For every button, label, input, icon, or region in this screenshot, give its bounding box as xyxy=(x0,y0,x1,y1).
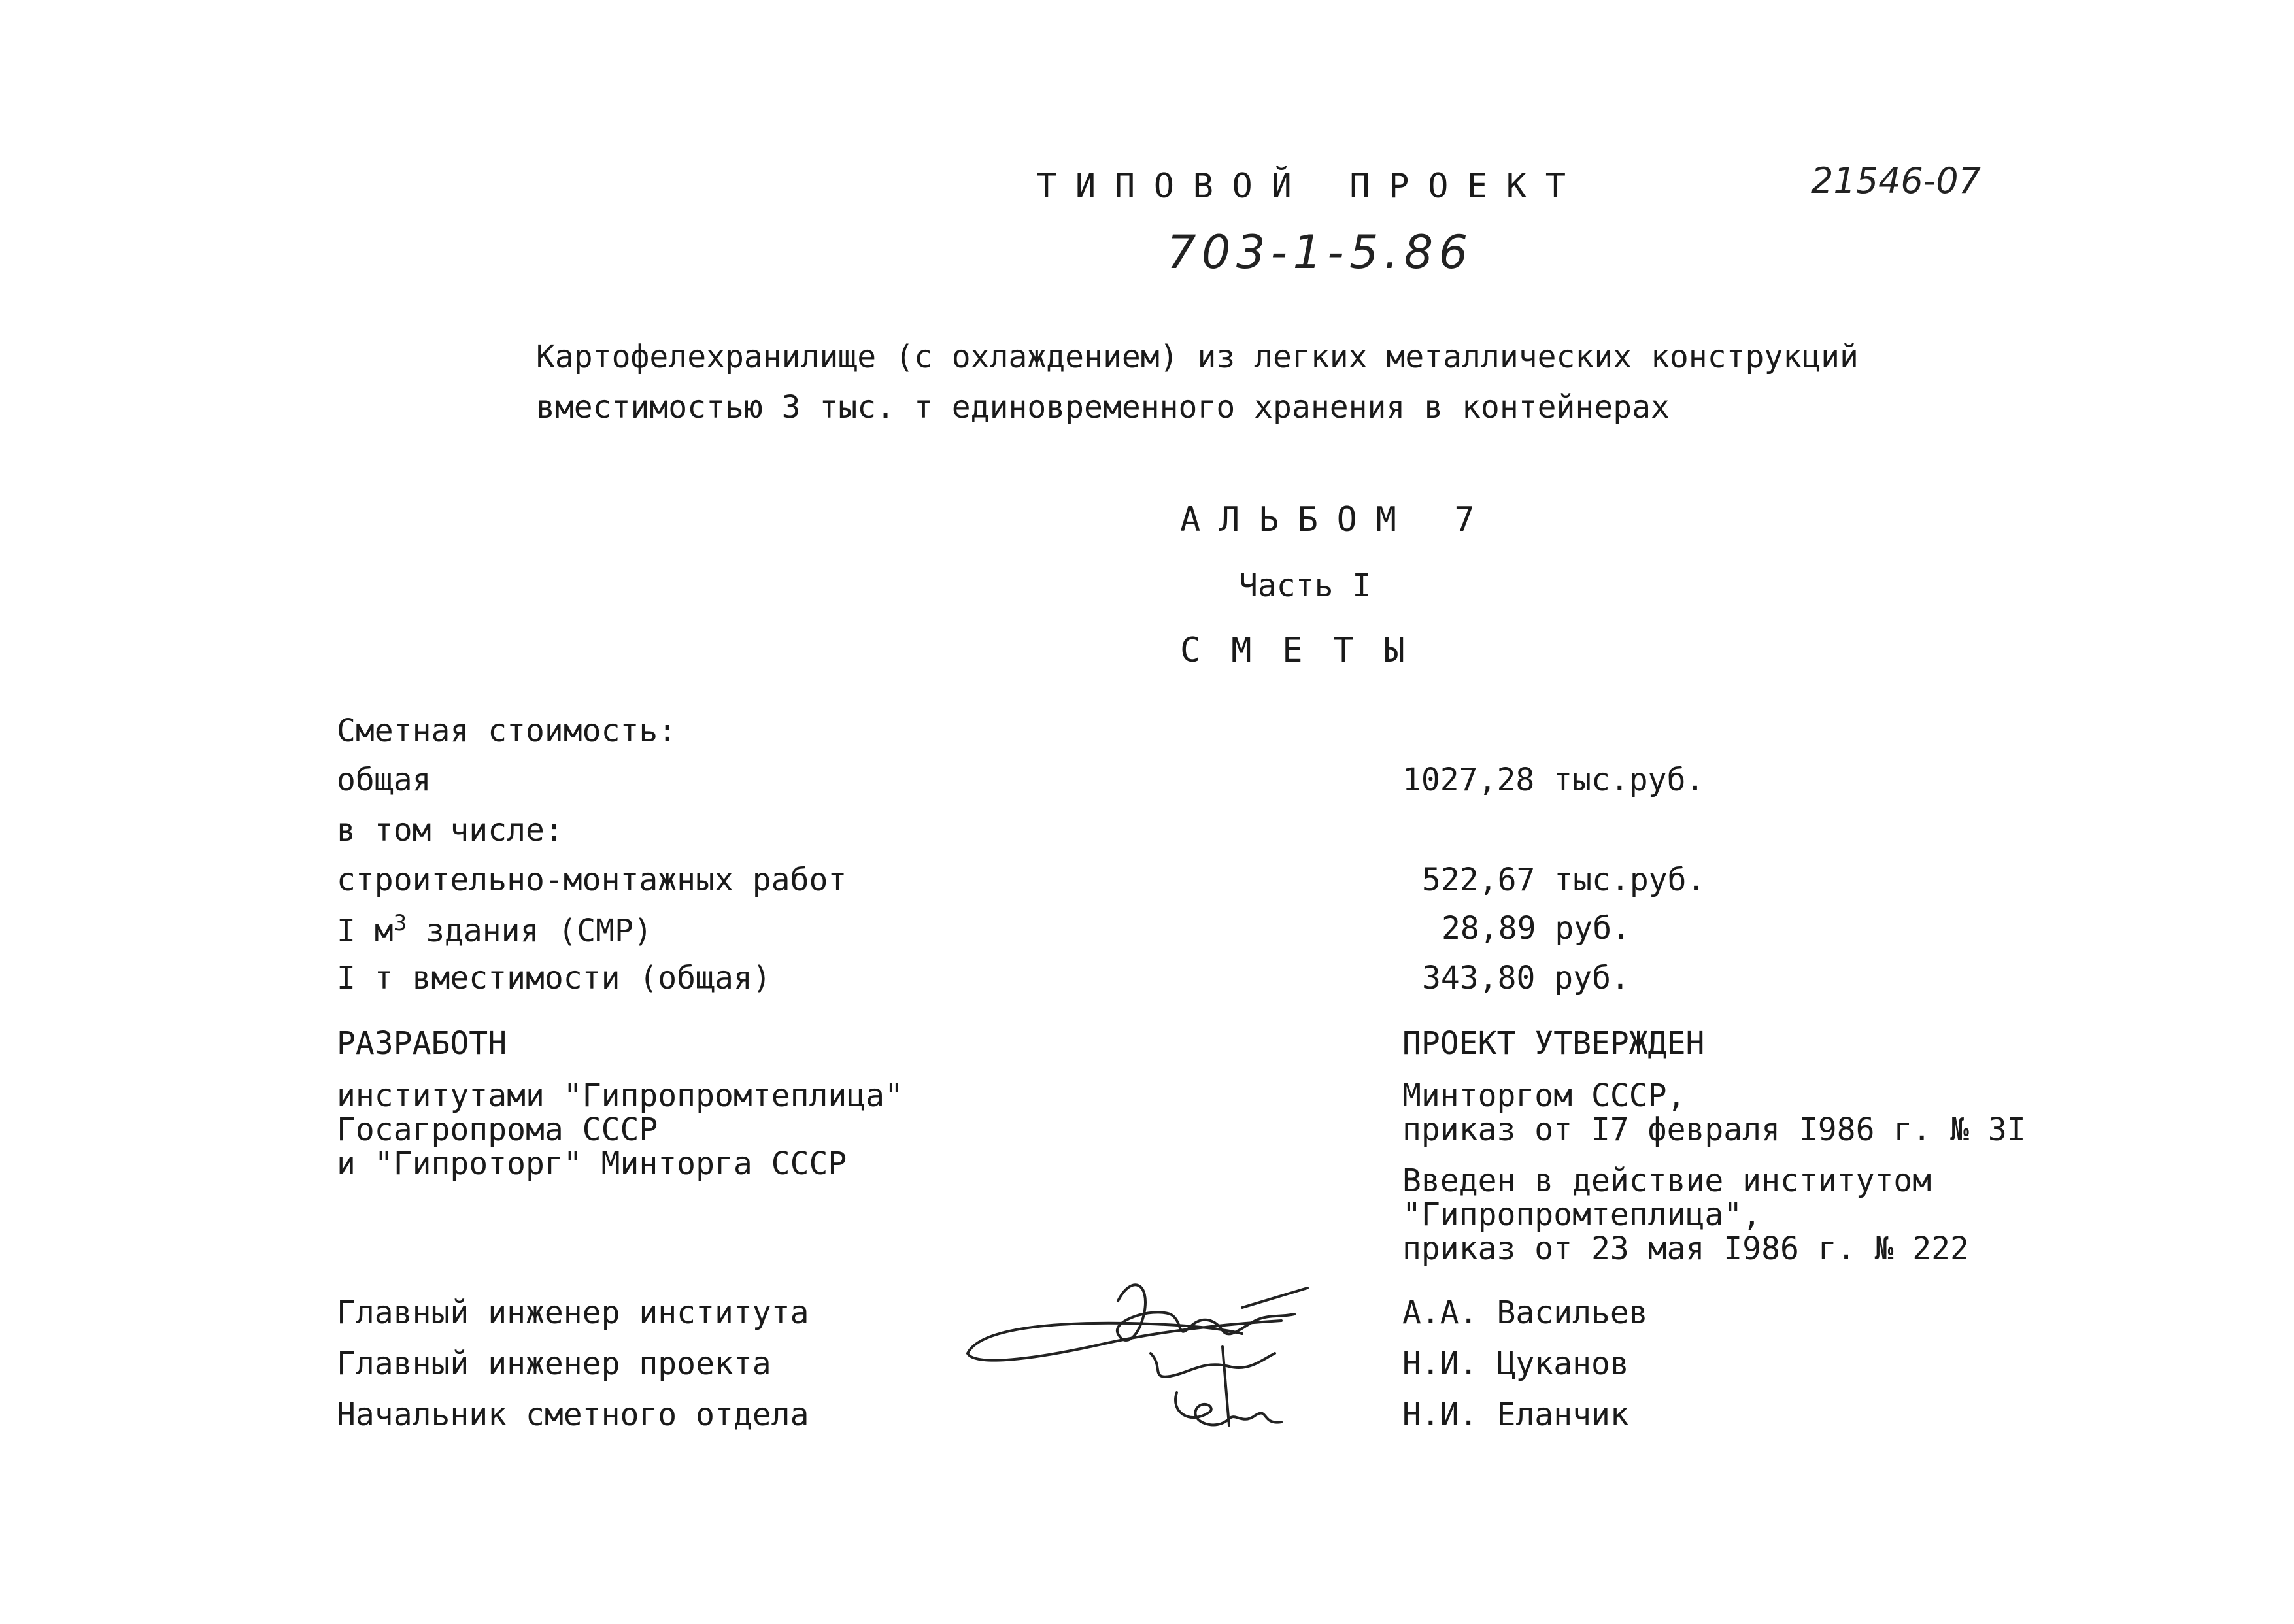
approved-line-5: приказ от 23 мая I986 г. № 222 xyxy=(1402,1230,1969,1267)
signatory-name-3: Н.И. Еланчик xyxy=(1402,1396,1629,1433)
cost-label-per-ton: I т вместимости (общая) xyxy=(337,960,771,996)
document-title: ТИПОВОЙ ПРОЕКТ xyxy=(1036,167,1585,206)
approved-heading: ПРОЕКТ УТВЕРЖДЕН xyxy=(1402,1025,1705,1062)
developed-line-3: и "Гипроторг" Минторга СССР xyxy=(337,1145,847,1182)
signatory-name-1: А.А. Васильев xyxy=(1402,1294,1648,1331)
section-title: СМЕТЫ xyxy=(1180,631,1436,670)
cost-label-including: в том числе: xyxy=(337,812,564,849)
handwritten-signatures xyxy=(954,1262,1412,1458)
cost-label-per-m3-superscript: 3 xyxy=(393,910,407,936)
cost-label-construction: строительно-монтажных работ xyxy=(337,862,847,898)
developed-line-2: Госагропрома СССР xyxy=(337,1111,658,1148)
cost-value-per-ton: 343,80 руб. xyxy=(1422,960,1630,996)
developed-line-1: институтами "Гипропромтеплица" xyxy=(337,1077,903,1114)
cost-label-total: общая xyxy=(337,762,431,798)
signatory-role-2: Главный инженер проекта xyxy=(337,1345,771,1382)
signatory-role-3: Начальник сметного отдела xyxy=(337,1396,809,1433)
approved-line-1: Минторгом СССР, xyxy=(1402,1077,1686,1114)
approved-line-2: приказ от I7 февраля I986 г. № 3I xyxy=(1402,1111,2026,1148)
cost-label-per-m3 xyxy=(337,910,652,949)
album-part: Часть I xyxy=(1239,567,1372,604)
developed-heading: РАЗРАБОТН xyxy=(337,1025,507,1062)
cost-value-construction: 522,67 тыс.руб. xyxy=(1422,862,1706,898)
cost-label-per-m3-suffix: здания (СМР) xyxy=(407,913,652,949)
signatory-name-2: Н.И. Цуканов xyxy=(1402,1345,1629,1382)
approved-line-4: "Гипропромтеплица", xyxy=(1402,1196,1762,1233)
cost-label-per-m3-prefix: I м xyxy=(337,913,394,949)
cost-value-per-m3: 28,89 руб. xyxy=(1442,910,1630,947)
inventory-number: 21546-07 xyxy=(1811,160,1981,201)
album-title: АЛЬБОМ 7 xyxy=(1180,500,1494,539)
project-number: 703-1-5.86 xyxy=(1167,226,1474,279)
description-line-1: Картофелехранилище (с охлаждением) из легких металлических конструкций xyxy=(536,339,1859,375)
approved-line-3: Введен в действие институтом xyxy=(1402,1162,1932,1199)
cost-value-total: 1027,28 тыс.руб. xyxy=(1402,762,1705,798)
description-line-2: вместимостью 3 тыс. т единовременного хранения в контейнерах xyxy=(536,389,1670,426)
signatory-role-1: Главный инженер института xyxy=(337,1294,809,1331)
cost-heading: Сметная стоимость: xyxy=(337,713,677,749)
